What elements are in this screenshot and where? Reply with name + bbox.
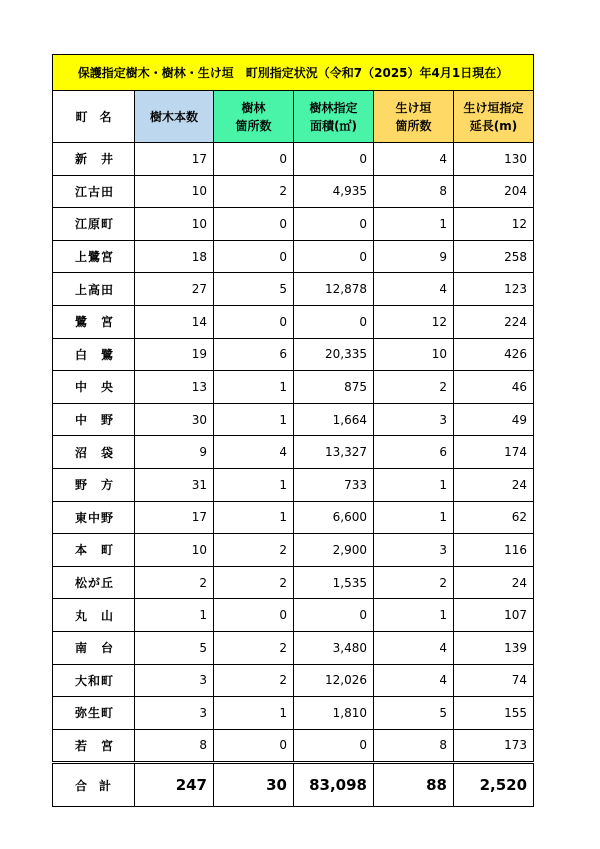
hedge-count-cell: 1 <box>374 599 454 632</box>
table-row <box>53 501 534 534</box>
hedge-length-cell: 174 <box>454 436 534 469</box>
forest-area-cell: 1,664 <box>294 403 374 436</box>
town-name-cell: 東中野 <box>53 501 135 534</box>
table-row <box>53 143 534 176</box>
forest-count-cell: 5 <box>214 273 294 306</box>
trees-cell: 17 <box>135 501 214 534</box>
forest-area-cell: 2,900 <box>294 534 374 567</box>
forest-area-cell: 12,878 <box>294 273 374 306</box>
header-trees: 樹木本数 <box>135 91 214 143</box>
trees-cell: 27 <box>135 273 214 306</box>
table-row <box>53 175 534 208</box>
town-name-cell: 白 鷺 <box>53 338 135 371</box>
hedge-count-cell: 4 <box>374 143 454 176</box>
trees-cell: 19 <box>135 338 214 371</box>
forest-count-cell: 0 <box>214 240 294 273</box>
trees-cell: 18 <box>135 240 214 273</box>
forest-area-cell: 875 <box>294 371 374 404</box>
town-name-cell: 南 台 <box>53 631 135 664</box>
trees-cell: 10 <box>135 175 214 208</box>
forest-count-cell: 6 <box>214 338 294 371</box>
hedge-length-cell: 12 <box>454 208 534 241</box>
hedge-count-cell: 4 <box>374 664 454 697</box>
forest-area-cell: 1,535 <box>294 566 374 599</box>
total-label: 合 計 <box>53 763 135 807</box>
town-name-cell: 若 宮 <box>53 729 135 763</box>
designation-table <box>52 54 534 807</box>
forest-area-cell: 1,810 <box>294 697 374 730</box>
trees-cell: 13 <box>135 371 214 404</box>
forest-count-cell: 1 <box>214 371 294 404</box>
header-forest-area: 樹林指定 面積(㎡) <box>294 91 374 143</box>
hedge-length-cell: 107 <box>454 599 534 632</box>
hedge-count-cell: 3 <box>374 534 454 567</box>
hedge-length-cell: 204 <box>454 175 534 208</box>
forest-count-cell: 2 <box>214 631 294 664</box>
town-name-cell: 中 央 <box>53 371 135 404</box>
table-row <box>53 240 534 273</box>
hedge-count-cell: 8 <box>374 175 454 208</box>
table-row <box>53 599 534 632</box>
town-name-cell: 大和町 <box>53 664 135 697</box>
trees-cell: 10 <box>135 208 214 241</box>
hedge-length-cell: 139 <box>454 631 534 664</box>
hedge-count-cell: 2 <box>374 566 454 599</box>
forest-count-cell: 2 <box>214 175 294 208</box>
trees-cell: 17 <box>135 143 214 176</box>
forest-count-cell: 4 <box>214 436 294 469</box>
table-row <box>53 305 534 338</box>
hedge-length-cell: 74 <box>454 664 534 697</box>
table-row <box>53 468 534 501</box>
table-row <box>53 729 534 763</box>
forest-area-cell: 733 <box>294 468 374 501</box>
table-row <box>53 403 534 436</box>
forest-count-cell: 1 <box>214 468 294 501</box>
hedge-count-cell: 9 <box>374 240 454 273</box>
forest-area-cell: 0 <box>294 143 374 176</box>
hedge-count-cell: 4 <box>374 273 454 306</box>
hedge-count-cell: 4 <box>374 631 454 664</box>
total-forest-count-cell: 30 <box>214 763 294 807</box>
trees-cell: 1 <box>135 599 214 632</box>
town-name-cell: 松が丘 <box>53 566 135 599</box>
table-row <box>53 631 534 664</box>
hedge-length-cell: 24 <box>454 566 534 599</box>
hedge-length-cell: 49 <box>454 403 534 436</box>
table-row <box>53 208 534 241</box>
header-hedge-count: 生け垣 箇所数 <box>374 91 454 143</box>
trees-cell: 3 <box>135 664 214 697</box>
total-forest-area-cell: 83,098 <box>294 763 374 807</box>
hedge-count-cell: 6 <box>374 436 454 469</box>
table-row <box>53 371 534 404</box>
hedge-count-cell: 3 <box>374 403 454 436</box>
total-trees-cell: 247 <box>135 763 214 807</box>
town-name-cell: 上高田 <box>53 273 135 306</box>
trees-cell: 5 <box>135 631 214 664</box>
hedge-length-cell: 116 <box>454 534 534 567</box>
forest-area-cell: 20,335 <box>294 338 374 371</box>
forest-count-cell: 0 <box>214 208 294 241</box>
table-row <box>53 697 534 730</box>
hedge-length-cell: 130 <box>454 143 534 176</box>
town-name-cell: 江古田 <box>53 175 135 208</box>
trees-cell: 10 <box>135 534 214 567</box>
forest-count-cell: 2 <box>214 664 294 697</box>
table-row <box>53 534 534 567</box>
hedge-length-cell: 173 <box>454 729 534 763</box>
hedge-length-cell: 155 <box>454 697 534 730</box>
hedge-count-cell: 2 <box>374 371 454 404</box>
town-name-cell: 本 町 <box>53 534 135 567</box>
hedge-length-cell: 46 <box>454 371 534 404</box>
table-row <box>53 273 534 306</box>
forest-count-cell: 2 <box>214 566 294 599</box>
town-name-cell: 弥生町 <box>53 697 135 730</box>
forest-area-cell: 0 <box>294 599 374 632</box>
header-town: 町 名 <box>53 91 135 143</box>
forest-count-cell: 0 <box>214 143 294 176</box>
forest-area-cell: 0 <box>294 729 374 763</box>
table-row <box>53 436 534 469</box>
forest-area-cell: 12,026 <box>294 664 374 697</box>
table-row <box>53 664 534 697</box>
hedge-length-cell: 123 <box>454 273 534 306</box>
hedge-count-cell: 1 <box>374 501 454 534</box>
total-hedge-count-cell: 88 <box>374 763 454 807</box>
town-name-cell: 鷺 宮 <box>53 305 135 338</box>
header-forest-count: 樹林 箇所数 <box>214 91 294 143</box>
forest-area-cell: 3,480 <box>294 631 374 664</box>
trees-cell: 2 <box>135 566 214 599</box>
table-row <box>53 566 534 599</box>
town-name-cell: 上鷺宮 <box>53 240 135 273</box>
forest-area-cell: 4,935 <box>294 175 374 208</box>
hedge-count-cell: 5 <box>374 697 454 730</box>
town-name-cell: 中 野 <box>53 403 135 436</box>
trees-cell: 30 <box>135 403 214 436</box>
hedge-count-cell: 12 <box>374 305 454 338</box>
hedge-length-cell: 24 <box>454 468 534 501</box>
hedge-length-cell: 258 <box>454 240 534 273</box>
trees-cell: 3 <box>135 697 214 730</box>
forest-count-cell: 0 <box>214 599 294 632</box>
trees-cell: 14 <box>135 305 214 338</box>
forest-count-cell: 1 <box>214 501 294 534</box>
hedge-count-cell: 8 <box>374 729 454 763</box>
hedge-count-cell: 1 <box>374 468 454 501</box>
trees-cell: 8 <box>135 729 214 763</box>
forest-area-cell: 0 <box>294 208 374 241</box>
forest-count-cell: 1 <box>214 697 294 730</box>
town-name-cell: 江原町 <box>53 208 135 241</box>
forest-area-cell: 13,327 <box>294 436 374 469</box>
forest-count-cell: 0 <box>214 729 294 763</box>
forest-area-cell: 0 <box>294 305 374 338</box>
total-hedge-length-cell: 2,520 <box>454 763 534 807</box>
hedge-length-cell: 426 <box>454 338 534 371</box>
hedge-length-cell: 224 <box>454 305 534 338</box>
town-name-cell: 野 方 <box>53 468 135 501</box>
forest-area-cell: 6,600 <box>294 501 374 534</box>
header-row <box>53 91 534 143</box>
forest-count-cell: 1 <box>214 403 294 436</box>
table-row <box>53 338 534 371</box>
table-title: 保護指定樹木・樹林・生け垣 町別指定状況（令和7（2025）年4月1日現在） <box>53 55 534 91</box>
total-row <box>53 763 534 807</box>
forest-area-cell: 0 <box>294 240 374 273</box>
hedge-count-cell: 1 <box>374 208 454 241</box>
trees-cell: 31 <box>135 468 214 501</box>
hedge-count-cell: 10 <box>374 338 454 371</box>
header-hedge-length: 生け垣指定 延長(m) <box>454 91 534 143</box>
town-name-cell: 丸 山 <box>53 599 135 632</box>
forest-count-cell: 0 <box>214 305 294 338</box>
town-name-cell: 沼 袋 <box>53 436 135 469</box>
hedge-length-cell: 62 <box>454 501 534 534</box>
forest-count-cell: 2 <box>214 534 294 567</box>
trees-cell: 9 <box>135 436 214 469</box>
town-name-cell: 新 井 <box>53 143 135 176</box>
